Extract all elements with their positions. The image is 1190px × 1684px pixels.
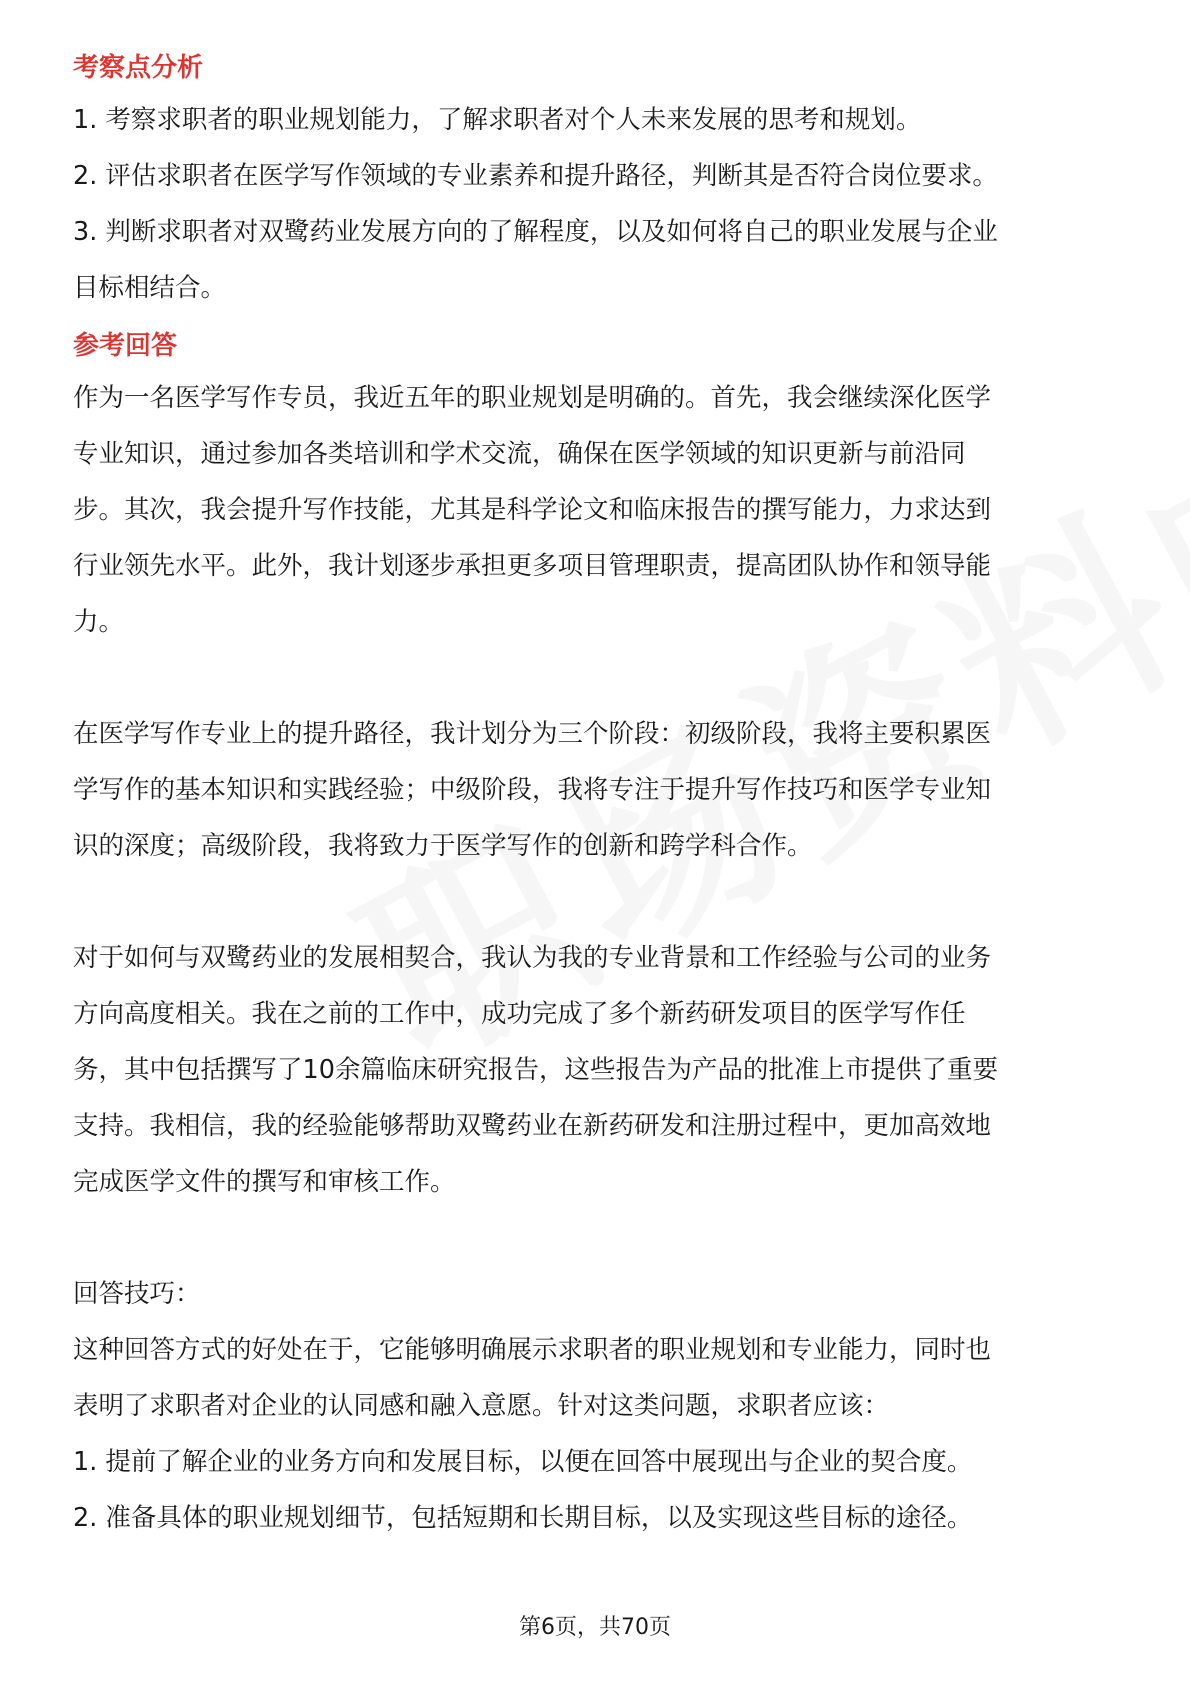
section-heading-analysis: 考察点分析 [73, 53, 204, 83]
document-page [73, 48, 1118, 1546]
answer-line: 作为一名医学写作专员，我近五年的职业规划是明确的。首先，我会继续深化医学 [73, 383, 992, 413]
tips-line: 这种回答方式的好处在于，它能够明确展示求职者的职业规划和专业能力，同时也 [73, 1335, 992, 1365]
answer-line: 支持。我相信，我的经验能够帮助双鹭药业在新药研发和注册过程中，更加高效地 [73, 1111, 992, 1141]
answer-line: 务，其中包括撰写了10余篇临床研究报告，这些报告为产品的批准上市提供了重要 [73, 1055, 998, 1085]
answer-line: 在医学写作专业上的提升路径，我计划分为三个阶段：初级阶段，我将主要积累医 [73, 719, 992, 749]
analysis-line: 3. 判断求职者对双鹭药业发展方向的了解程度，以及如何将自己的职业发展与企业 [73, 217, 998, 247]
tips-line: 1. 提前了解企业的业务方向和发展目标，以便在回答中展现出与企业的契合度。 [73, 1447, 973, 1477]
answer-line: 步。其次，我会提升写作技能，尤其是科学论文和临床报告的撰写能力，力求达到 [73, 495, 992, 525]
section-heading-answer: 参考回答 [73, 331, 178, 361]
answer-line: 行业领先水平。此外，我计划逐步承担更多项目管理职责，提高团队协作和领导能 [73, 551, 992, 581]
analysis-line: 1. 考察求职者的职业规划能力，了解求职者对个人未来发展的思考和规划。 [73, 105, 922, 135]
answer-line: 方向高度相关。我在之前的工作中，成功完成了多个新药研发项目的医学写作任 [73, 999, 966, 1029]
answer-line: 对于如何与双鹭药业的发展相契合，我认为我的专业背景和工作经验与公司的业务 [73, 943, 992, 973]
analysis-line: 2. 评估求职者在医学写作领域的专业素养和提升路径，判断其是否符合岗位要求。 [73, 161, 998, 191]
page-number: 第6页，共70页 [519, 1615, 671, 1640]
tips-line: 表明了求职者对企业的认同感和融入意愿。针对这类问题，求职者应该： [73, 1391, 890, 1421]
answer-line: 识的深度；高级阶段，我将致力于医学写作的创新和跨学科合作。 [73, 831, 813, 861]
tips-line: 回答技巧： [73, 1279, 201, 1309]
answer-line: 学写作的基本知识和实践经验；中级阶段，我将专注于提升写作技巧和医学专业知 [73, 775, 992, 805]
answer-line: 专业知识，通过参加各类培训和学术交流，确保在医学领域的知识更新与前沿同 [73, 439, 966, 469]
answer-line: 力。 [73, 607, 125, 637]
tips-line: 2. 准备具体的职业规划细节，包括短期和长期目标，以及实现这些目标的途径。 [73, 1503, 973, 1533]
analysis-line: 目标相结合。 [73, 273, 227, 303]
answer-line: 完成医学文件的撰写和审核工作。 [73, 1167, 456, 1197]
